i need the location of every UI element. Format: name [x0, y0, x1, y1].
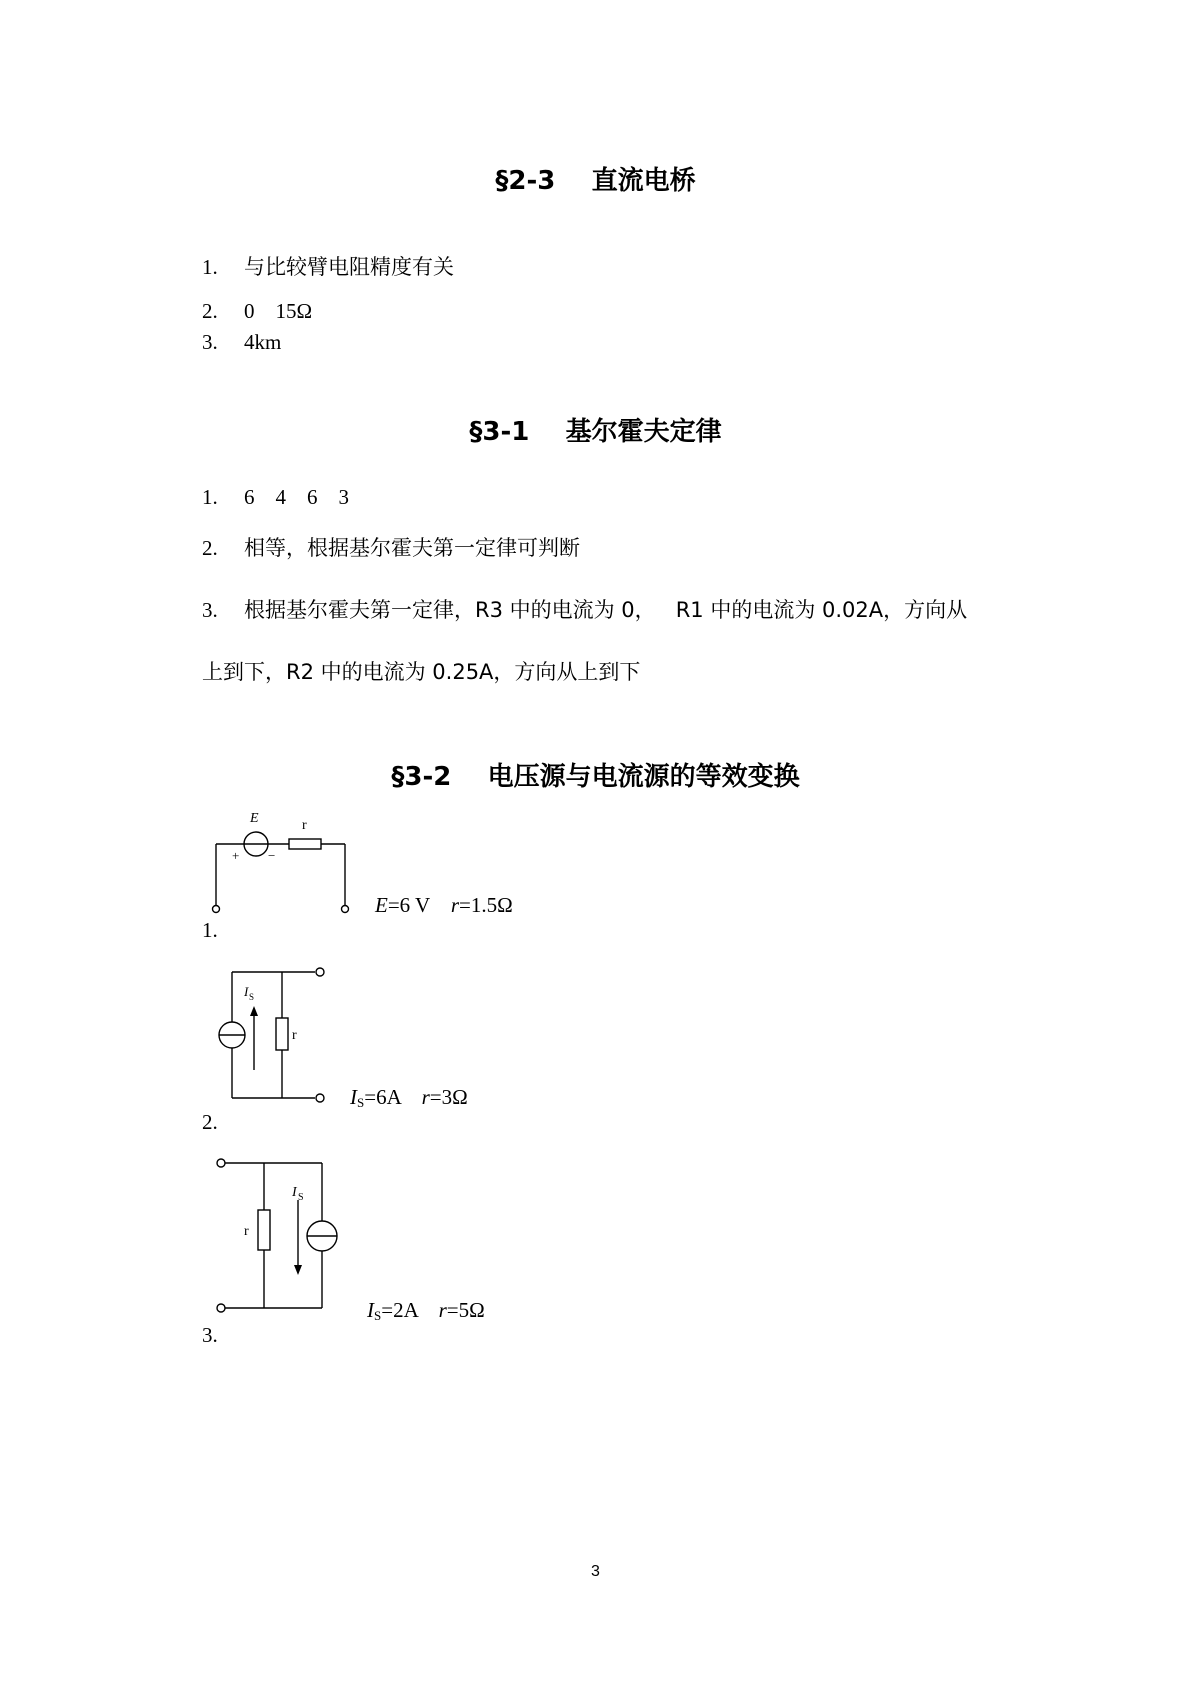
item-number: 3. [202, 1323, 218, 1347]
plus-sign: + [232, 848, 240, 863]
item-number: 1. [202, 485, 218, 509]
symbol-r: r [421, 1085, 430, 1109]
source-label: I [244, 984, 249, 999]
value-i: =2A [381, 1298, 418, 1322]
item-text: 与比较臂电阻精度有关 [244, 255, 454, 279]
value-r: =3Ω [429, 1085, 468, 1109]
answer-values-2 [350, 1085, 468, 1111]
list-item [181, 1085, 244, 1160]
item-text: 0 15Ω [244, 299, 313, 323]
value-r: =1.5Ω [459, 893, 513, 917]
source-label: E [250, 811, 259, 826]
item-number: 3. [202, 330, 218, 354]
item-number: 3. [202, 598, 218, 622]
minus-sign: − [268, 848, 276, 863]
symbol-r: r [438, 1298, 447, 1322]
source-label: I [292, 1185, 297, 1200]
symbol-subscript: S [357, 1095, 365, 1110]
item-number: 1. [202, 255, 218, 279]
answer-values-1 [375, 893, 513, 918]
item-text: 上到下，R2 中的电流为 0.25A，方向从上到下 [202, 660, 641, 684]
source-subscript: S [298, 1192, 304, 1203]
resistor-label: r [302, 818, 307, 833]
symbol-i: I [367, 1298, 374, 1322]
page-number: 3 [591, 1563, 600, 1580]
item-text: 6 4 6 3 [244, 485, 349, 509]
list-item-continuation [181, 631, 640, 711]
item-number: 2. [202, 536, 218, 560]
item-number: 2. [202, 299, 218, 323]
resistor-label: r [292, 1028, 297, 1043]
value-e: =6 V [387, 893, 430, 917]
value-r: =5Ω [446, 1298, 485, 1322]
item-number: 2. [202, 1110, 218, 1134]
symbol-e: E [375, 893, 388, 917]
circuit-diagram-3 [210, 1150, 360, 1320]
symbol-r: r [450, 893, 460, 917]
item-text: 相等，根据基尔霍夫第一定律可判断 [244, 536, 580, 560]
item-number: 1. [202, 918, 218, 942]
answer-values-3 [367, 1298, 485, 1324]
section-heading-3-1: §3-1 基尔霍夫定律 [469, 417, 722, 447]
symbol-i: I [350, 1085, 357, 1109]
item-text: 根据基尔霍夫第一定律，R3 中的电流为 0， R1 中的电流为 0.02A，方向从 [244, 598, 968, 622]
list-item [181, 305, 281, 380]
section-heading-3-2: §3-2 电压源与电流源的等效变换 [391, 762, 800, 792]
list-item [181, 893, 244, 968]
section-heading-2-3: §2-3 直流电桥 [495, 166, 696, 196]
value-i: =6A [364, 1085, 401, 1109]
symbol-subscript: S [374, 1308, 382, 1323]
source-subscript: S [249, 992, 255, 1002]
list-item [181, 1298, 244, 1373]
resistor-label: r [244, 1224, 249, 1239]
item-text: 4km [244, 330, 282, 354]
